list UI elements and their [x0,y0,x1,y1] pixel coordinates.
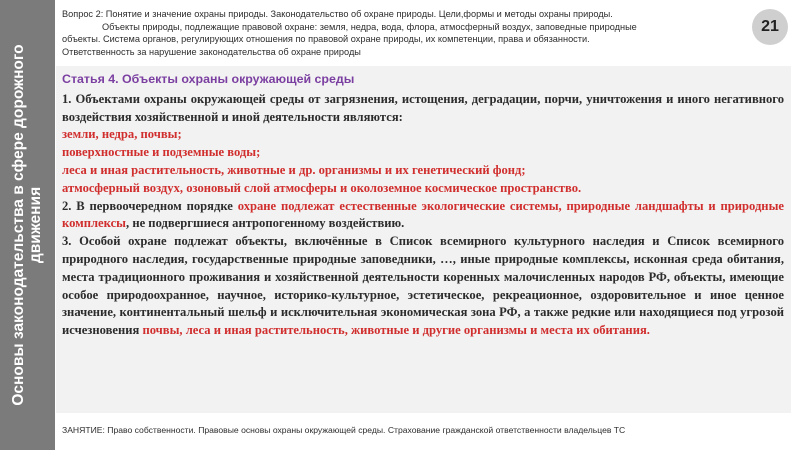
list-item: леса и иная растительность, животные и др. организмы и их генетический фонд; [62,162,526,177]
slide-number-badge: 21 [752,9,788,45]
paragraph-2-highlight: охране подлежат естественные экологические системы, природные ландшафты и природные комплексы [62,198,784,231]
footer [62,425,752,436]
sidebar [0,0,55,450]
paragraph-2 [62,198,784,234]
paragraph-2-end: , не подвергшиеся антропогенному воздействию. [126,216,405,231]
list-item: поверхностные и подземные воды; [62,145,261,160]
question-line: Объекты природы, подлежащие правовой охране: земля, недра, вода, флора, атмосферный воздух, заповедные природные [102,21,637,32]
paragraph-3-start: 3. Особой охране подлежат объекты, включённые в Список всемирного культурного наследия и Список всемирного природного наследия, государственные природные заповедники, …, иные природные комплексы, исконная среда обитания, места традиционного проживания и хозяйственной деятельности коренных малочисленных народов РФ, объекты, имеющие особое природоохранное, научное, историко-культурное, эстетическое, рекреационное, оздоровительное и иное ценное значение, континентальный шельф и исключительная экономическая зона РФ, а также редкие или находящиеся под угрозой исчезновения [62,234,784,338]
article-content [62,71,784,340]
list-item: атмосферный воздух, озоновый слой атмосферы и околоземное космическое пространство. [62,180,582,195]
question-line: Вопрос 2: Понятие и значение охраны природы. Законодательство об охране природы. Цели,формы и методы охраны природы. [62,9,613,19]
paragraph-1: 1. Объектами охраны окружающей среды от загрязнения, истощения, деградации, порчи, уничтожения и иного негативного воздействия хозяйственной и иной деятельности являются: [62,91,784,124]
question-line: Ответственность за нарушение законодательства об охране природы [62,46,361,57]
paragraph-3-highlight: почвы, леса и иная растительность, животные и другие организмы и места их обитания. [142,323,650,338]
footer-text: ЗАНЯТИЕ: Право собственности. Правовые основы охраны окружающей среды. Страхование гражданской ответственности владельцев ТС [62,425,626,435]
course-title: Основы законодательства в сфере дорожного движения [10,44,44,406]
article-title: Статья 4. Объекты охраны окружающей среды [62,72,355,86]
paragraph-2-start: 2. В первоочередном порядке [62,198,238,213]
question-header [62,8,732,68]
question-line: объекты. Система органов, регулирующих отношения по правовой охране природы, их компетенции, права и обязанности. [62,34,590,44]
paragraph-3 [62,233,784,340]
list-item: земли, недра, почвы; [62,127,182,142]
